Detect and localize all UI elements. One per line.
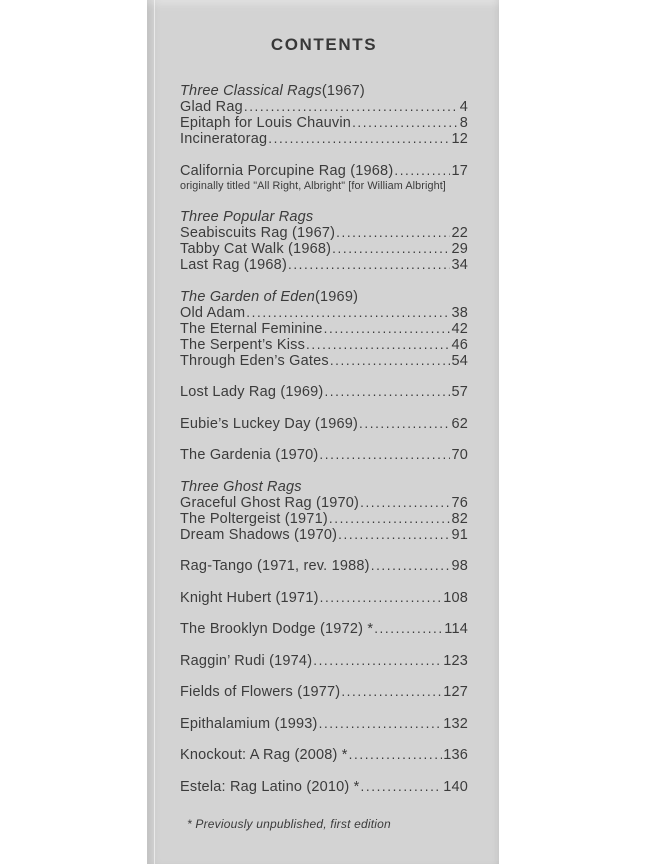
dot-leader <box>338 527 450 543</box>
group-year: (1967) <box>321 83 365 99</box>
entry-label: Old Adam <box>180 304 246 321</box>
entry-page-number: 22 <box>451 225 468 241</box>
dot-leader <box>319 716 443 732</box>
entry-label: Through Eden’s Gates <box>180 352 329 369</box>
page-title: CONTENTS <box>270 35 378 54</box>
dot-leader <box>371 558 451 574</box>
toc-entry <box>180 115 468 131</box>
entry-label: The Gardenia (1970) <box>180 447 319 463</box>
dot-leader <box>349 747 443 763</box>
entry-label: Fields of Flowers (1977) <box>180 684 341 700</box>
dot-leader <box>330 353 451 369</box>
entry-label: Graceful Ghost Rag (1970) <box>180 494 360 511</box>
toc-gap <box>180 732 468 748</box>
toc-entry <box>180 163 468 179</box>
toc-gap <box>180 432 468 448</box>
group-title: The Garden of Eden <box>180 288 315 305</box>
dot-leader <box>288 257 450 273</box>
dot-leader <box>394 163 450 179</box>
toc-entry <box>180 99 468 115</box>
toc-entry <box>180 558 468 574</box>
entry-label: Knockout: A Rag (2008) * <box>180 747 348 763</box>
entry-page-number: 82 <box>451 510 468 527</box>
entry-page-number: 108 <box>443 589 468 606</box>
entry-page-number: 57 <box>451 384 468 400</box>
dot-leader <box>320 590 443 606</box>
entry-page-number: 46 <box>451 336 468 353</box>
entry-page-number: 4 <box>459 99 468 115</box>
entry-page-number: 140 <box>443 778 468 795</box>
group-title: Three Popular Rags <box>180 209 314 225</box>
entry-page-number: 34 <box>451 257 468 273</box>
dot-leader <box>374 621 443 637</box>
entry-label: Tabby Cat Walk (1968) <box>180 241 332 257</box>
entry-label: Last Rag (1968) <box>180 257 287 273</box>
toc-entry <box>180 590 468 606</box>
toc-group-header <box>180 209 468 225</box>
toc-entry <box>180 321 468 337</box>
toc-entry <box>180 305 468 321</box>
entry-page-number: 54 <box>451 352 468 369</box>
entry-page-number: 76 <box>451 494 468 511</box>
footnote: * Previously unpublished, first edition <box>187 816 391 831</box>
toc-gap <box>180 194 468 210</box>
dot-leader <box>359 416 450 432</box>
entry-page-number: 127 <box>443 684 468 700</box>
dot-leader <box>319 447 450 463</box>
entry-page-number: 8 <box>459 115 468 131</box>
toc-gap <box>180 669 468 685</box>
entry-label: Lost Lady Rag (1969) <box>180 384 324 400</box>
toc-gap <box>180 700 468 716</box>
toc-entry <box>180 511 468 527</box>
dot-leader <box>306 337 450 353</box>
entry-label: Incineratorag <box>180 131 268 147</box>
toc-gap <box>180 637 468 653</box>
toc-subnote: originally titled "All Right, Albright" [for William Albright] <box>180 179 446 192</box>
contents-page <box>147 0 499 864</box>
toc-entry <box>180 527 468 543</box>
entry-page-number: 98 <box>451 558 468 574</box>
toc-entry <box>180 447 468 463</box>
dot-leader <box>324 321 451 337</box>
toc-entry <box>180 241 468 257</box>
dot-leader <box>268 131 450 147</box>
toc-entry <box>180 779 468 795</box>
dot-leader <box>336 225 450 241</box>
group-title: Three Ghost Rags <box>180 478 302 495</box>
entry-page-number: 123 <box>443 652 468 669</box>
entry-page-number: 17 <box>451 162 468 179</box>
entry-label: Epithalamium (1993) <box>180 715 318 732</box>
toc-gap <box>180 763 468 779</box>
entry-label: Rag-Tango (1971, rev. 1988) <box>180 558 370 574</box>
toc-gap <box>180 400 468 416</box>
entry-page-number: 29 <box>451 241 468 257</box>
toc-entry <box>180 716 468 732</box>
toc-gap <box>180 606 468 622</box>
entry-label: The Poltergeist (1971) <box>180 510 328 527</box>
toc-entry <box>180 337 468 353</box>
toc-gap <box>180 574 468 590</box>
entry-page-number: 132 <box>443 715 468 732</box>
entry-page-number: 114 <box>444 621 468 637</box>
toc-entry <box>180 353 468 369</box>
toc-entry <box>180 495 468 511</box>
entry-label: Glad Rag <box>180 99 243 115</box>
toc-entry <box>180 684 468 700</box>
toc-gap <box>180 273 468 289</box>
toc-gap <box>180 369 468 385</box>
toc-list <box>180 83 468 795</box>
toc-entry <box>180 416 468 432</box>
entry-label: The Brooklyn Dodge (1972) * <box>180 621 374 637</box>
toc-group-header <box>180 83 468 99</box>
entry-page-number: 136 <box>443 747 468 763</box>
dot-leader <box>360 495 450 511</box>
group-title: Three Classical Rags <box>180 83 322 99</box>
dot-leader <box>329 511 451 527</box>
dot-leader <box>313 653 442 669</box>
entry-label: The Eternal Feminine <box>180 320 323 337</box>
dot-leader <box>324 384 450 400</box>
entry-label: The Serpent’s Kiss <box>180 336 306 353</box>
entry-page-number: 91 <box>451 526 468 543</box>
entry-label: Epitaph for Louis Chauvin <box>180 115 352 131</box>
entry-page-number: 62 <box>451 415 468 432</box>
toc-group-header <box>180 479 468 495</box>
entry-page-number: 70 <box>451 447 468 463</box>
dot-leader <box>361 779 443 795</box>
dot-leader <box>352 115 459 131</box>
dot-leader <box>332 241 450 257</box>
toc-entry <box>180 257 468 273</box>
group-year: (1969) <box>315 288 359 305</box>
entry-label: Dream Shadows (1970) <box>180 526 338 543</box>
toc-gap <box>180 463 468 479</box>
dot-leader <box>341 684 442 700</box>
toc-entry <box>180 621 468 637</box>
toc-group-header <box>180 289 468 305</box>
toc-entry <box>180 131 468 147</box>
toc-entry <box>180 747 468 763</box>
dot-leader <box>244 99 459 115</box>
toc-entry <box>180 653 468 669</box>
entry-label: Raggin’ Rudi (1974) <box>180 652 313 669</box>
toc-gap <box>180 543 468 559</box>
entry-label: Eubie’s Luckey Day (1969) <box>180 415 359 432</box>
toc-entry <box>180 225 468 241</box>
entry-page-number: 38 <box>451 304 468 321</box>
entry-label: Estela: Rag Latino (2010) * <box>180 778 360 795</box>
entry-label: California Porcupine Rag (1968) <box>180 162 394 179</box>
entry-label: Knight Hubert (1971) <box>180 589 319 606</box>
toc-entry <box>180 384 468 400</box>
entry-page-number: 12 <box>451 131 468 147</box>
entry-page-number: 42 <box>451 320 468 337</box>
entry-label: Seabiscuits Rag (1967) <box>180 225 336 241</box>
toc-gap <box>180 147 468 163</box>
dot-leader <box>246 305 450 321</box>
